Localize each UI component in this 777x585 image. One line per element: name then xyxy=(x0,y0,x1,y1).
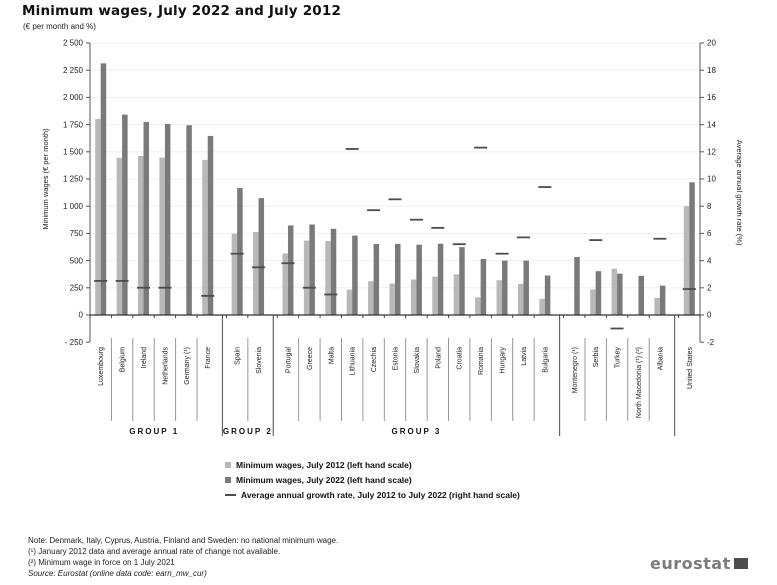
growth-marker-Turkey xyxy=(611,328,624,330)
legend-label-2022: Minimum wages, July 2022 (left hand scale) xyxy=(236,475,412,485)
bar-2022-Ireland xyxy=(144,122,150,315)
bar-2012-Ireland xyxy=(138,156,144,315)
bar-2012-Bulgaria xyxy=(539,299,545,315)
country-label-Malta: Malta xyxy=(328,347,336,365)
bar-2012-Netherlands xyxy=(159,158,165,315)
bar-2022-Poland xyxy=(438,244,444,315)
bar-2012-Estonia xyxy=(390,283,396,315)
growth-marker-Poland xyxy=(431,227,444,229)
legend-item-growth xyxy=(225,490,520,500)
left-axis-title: Minimum wages (€ per month) xyxy=(41,128,50,230)
country-label-Serbia: Serbia xyxy=(593,347,601,368)
growth-marker-Estonia xyxy=(389,198,402,200)
legend-label-growth: Average annual growth rate, July 2012 to July 2022 (right hand scale) xyxy=(241,490,520,500)
growth-marker-Spain xyxy=(231,253,244,255)
bar-2022-Slovakia xyxy=(416,245,422,315)
bar-2022-North Macedonia (¹) (²) xyxy=(638,276,644,315)
bar-2012-Belgium xyxy=(117,158,123,315)
bar-2022-Spain xyxy=(237,188,243,315)
bar-2022-Slovenia xyxy=(259,198,265,315)
left-tick-label: 0 xyxy=(78,310,83,320)
bar-2022-Turkey xyxy=(617,274,623,315)
country-label-France: France xyxy=(205,347,213,369)
footnote-2: (²) Minimum wage in force on 1 July 2021 xyxy=(28,558,175,567)
growth-marker-Greece xyxy=(303,287,316,289)
country-label-Montenegro (¹): Montenegro (¹) xyxy=(571,347,579,394)
bar-2012-Luxembourg xyxy=(95,119,101,315)
chart-subtitle: (€ per month and %) xyxy=(23,22,96,31)
country-label-Spain: Spain xyxy=(234,347,242,365)
growth-marker-Hungary xyxy=(496,253,509,255)
legend-dash-growth-icon xyxy=(225,494,236,496)
right-tick-label: 20 xyxy=(707,38,716,48)
bar-2022-Belgium xyxy=(122,115,128,315)
footnote-note: Note: Denmark, Italy, Cyprus, Austria, Finland and Sweden: no national minimum wage. xyxy=(28,536,339,545)
growth-marker-United States xyxy=(683,288,696,290)
country-label-Luxembourg: Luxembourg xyxy=(98,347,106,386)
bar-2012-United States xyxy=(684,206,690,315)
bar-2012-Slovenia xyxy=(253,232,258,315)
legend-label-2012: Minimum wages, July 2012 (left hand scale) xyxy=(236,460,412,470)
bar-2022-Luxembourg xyxy=(101,63,107,315)
country-label-Hungary: Hungary xyxy=(499,347,507,374)
eurostat-logo-square-icon xyxy=(734,558,748,569)
legend-swatch-2022-icon xyxy=(225,477,231,483)
country-label-Lithuania: Lithuania xyxy=(349,347,357,376)
footnote-source: Source: Eurostat (online data code: earn_mw_cur) xyxy=(28,569,207,578)
bar-2022-Germany (¹) xyxy=(186,125,192,315)
bar-2012-Turkey xyxy=(612,269,618,315)
country-label-North Macedonia (¹) (²): North Macedonia (¹) (²) xyxy=(635,347,643,419)
country-label-Estonia: Estonia xyxy=(392,347,400,371)
left-tick-label: 750 xyxy=(69,229,83,239)
right-tick-label: 4 xyxy=(707,256,712,266)
eurostat-logo xyxy=(650,554,748,573)
left-tick-label: 2 250 xyxy=(62,65,83,75)
bar-2022-Montenegro (¹) xyxy=(574,257,580,315)
right-tick-label: 16 xyxy=(707,93,716,103)
country-label-United States: United States xyxy=(686,347,694,390)
eurostat-logo-text: eurostat xyxy=(650,554,731,573)
right-tick-label: 0 xyxy=(707,310,712,320)
country-label-Poland: Poland xyxy=(435,347,443,369)
bar-2022-Croatia xyxy=(459,247,465,315)
chart-title: Minimum wages, July 2022 and July 2012 xyxy=(22,3,342,19)
growth-marker-Czechia xyxy=(367,209,380,211)
footnotes xyxy=(28,535,338,579)
growth-marker-Lithuania xyxy=(346,148,359,150)
growth-marker-Netherlands xyxy=(158,287,171,289)
growth-marker-Slovenia xyxy=(252,266,265,268)
bar-2022-Czechia xyxy=(374,244,380,315)
bar-2012-Spain xyxy=(232,234,238,315)
country-label-Portugal: Portugal xyxy=(285,347,293,374)
group-label-1: GROUP 1 xyxy=(129,427,180,436)
bar-2012-Croatia xyxy=(454,274,460,315)
legend-item-2022 xyxy=(225,475,520,485)
bar-2012-Romania xyxy=(475,297,481,315)
left-tick-label: 1 250 xyxy=(62,174,83,184)
left-tick-label: - 250 xyxy=(64,337,83,347)
country-label-Belgium: Belgium xyxy=(119,347,127,373)
right-tick-label: -2 xyxy=(707,337,715,347)
left-tick-label: 1 500 xyxy=(62,147,83,157)
bar-2022-Portugal xyxy=(288,225,294,315)
bar-2022-Malta xyxy=(331,229,337,315)
growth-marker-Bulgaria xyxy=(538,186,551,188)
country-label-Netherlands: Netherlands xyxy=(162,347,170,385)
bar-2012-Czechia xyxy=(368,281,374,315)
bar-2022-Latvia xyxy=(523,261,529,315)
country-label-Latvia: Latvia xyxy=(520,347,528,366)
bar-2022-Serbia xyxy=(596,271,602,315)
bar-2022-Netherlands xyxy=(165,124,171,315)
growth-marker-Ireland xyxy=(137,287,150,289)
right-tick-label: 2 xyxy=(707,283,712,293)
bar-2012-Serbia xyxy=(590,289,596,315)
bar-2022-United States xyxy=(689,182,695,315)
bar-2022-Lithuania xyxy=(352,236,358,315)
left-tick-label: 2 000 xyxy=(62,93,83,103)
growth-marker-Latvia xyxy=(517,236,530,238)
growth-marker-Croatia xyxy=(453,243,466,245)
growth-marker-Belgium xyxy=(116,280,129,282)
chart-legend xyxy=(225,460,520,505)
bar-2012-Slovakia xyxy=(411,279,417,315)
country-label-Greece: Greece xyxy=(306,347,314,370)
right-tick-label: 10 xyxy=(707,174,716,184)
left-tick-label: 2 500 xyxy=(62,38,83,48)
bar-2022-Albania xyxy=(660,286,666,315)
growth-marker-Slovakia xyxy=(410,219,423,221)
bar-2022-Bulgaria xyxy=(545,276,551,315)
left-tick-label: 250 xyxy=(69,283,83,293)
left-tick-label: 500 xyxy=(69,256,83,266)
bar-2022-Romania xyxy=(481,259,487,315)
bar-2012-Greece xyxy=(304,241,310,315)
growth-marker-Serbia xyxy=(589,239,602,241)
footnote-1: (¹) January 2012 data and average annual rate of change not available. xyxy=(28,547,281,556)
bar-2012-Malta xyxy=(325,241,331,315)
growth-marker-Malta xyxy=(324,294,337,296)
country-label-Romania: Romania xyxy=(478,347,486,376)
growth-marker-Portugal xyxy=(281,262,294,264)
country-label-Croatia: Croatia xyxy=(456,347,464,370)
left-tick-label: 1 750 xyxy=(62,120,83,130)
country-label-Ireland: Ireland xyxy=(141,347,149,369)
country-label-Turkey: Turkey xyxy=(614,347,622,369)
legend-item-2012 xyxy=(225,460,520,470)
growth-marker-Romania xyxy=(474,147,487,149)
country-label-Slovakia: Slovakia xyxy=(413,347,421,374)
country-label-Czechia: Czechia xyxy=(371,347,379,373)
right-tick-label: 18 xyxy=(707,65,716,75)
country-label-Albania: Albania xyxy=(657,347,665,371)
bar-2022-Hungary xyxy=(502,261,508,315)
bar-2022-Estonia xyxy=(395,244,401,315)
bar-2012-Latvia xyxy=(518,284,524,315)
bar-2012-Albania xyxy=(654,298,660,315)
growth-marker-Luxembourg xyxy=(94,280,107,282)
bar-2012-France xyxy=(202,160,208,315)
group-label-2: GROUP 2 xyxy=(222,427,273,436)
right-tick-label: 6 xyxy=(707,229,712,239)
bar-2012-Hungary xyxy=(497,280,503,315)
group-label-3: GROUP 3 xyxy=(391,427,442,436)
legend-swatch-2012-icon xyxy=(225,462,231,468)
growth-marker-Albania xyxy=(653,238,666,240)
right-tick-label: 12 xyxy=(707,147,716,157)
country-label-Bulgaria: Bulgaria xyxy=(542,347,550,373)
left-tick-label: 1 000 xyxy=(62,201,83,211)
right-axis-title: Average annual growth rate (%) xyxy=(735,139,744,246)
bar-2012-Poland xyxy=(432,277,438,315)
right-tick-label: 8 xyxy=(707,201,712,211)
right-tick-label: 14 xyxy=(707,120,716,130)
bar-2022-Greece xyxy=(309,224,315,315)
bar-2012-Lithuania xyxy=(347,290,353,315)
country-label-Slovenia: Slovenia xyxy=(256,347,264,374)
growth-marker-France xyxy=(201,295,214,297)
country-label-Germany (¹): Germany (¹) xyxy=(183,347,191,385)
bar-2022-France xyxy=(208,136,214,315)
